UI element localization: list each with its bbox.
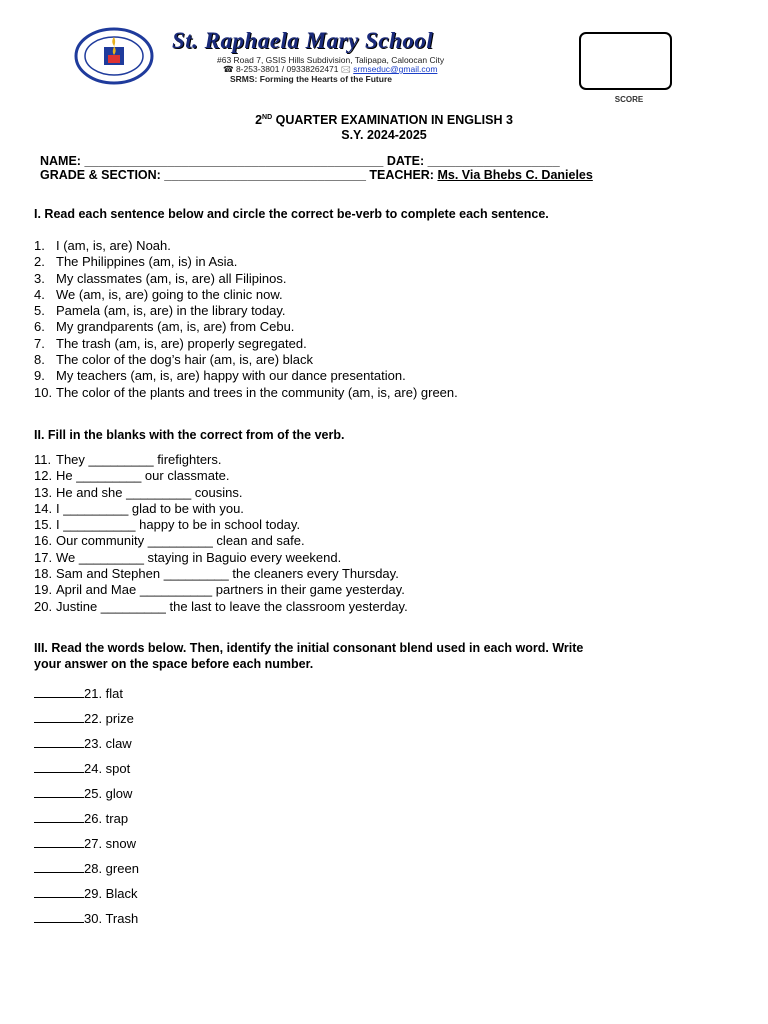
question-item (34, 582, 408, 598)
section3-list (34, 681, 139, 931)
question-text: I _________ glad to be with you. (56, 500, 244, 516)
blend-word: 22. prize (84, 711, 134, 726)
blend-item (34, 781, 139, 806)
school-email: srmseduc@gmail.com (353, 64, 438, 74)
question-number: 17. (34, 549, 53, 565)
section1-instruction: I. Read each sentence below and circle the correct be-verb to complete each sentence. (34, 207, 549, 221)
question-number: 13. (34, 484, 53, 500)
question-text: They _________ firefighters. (56, 452, 222, 467)
question-item (34, 303, 458, 319)
question-item (34, 468, 408, 484)
question-number: 19. (34, 582, 53, 598)
answer-blank[interactable] (34, 761, 84, 773)
name-date-field[interactable]: NAME: ___________________________________________ DATE: ___________________ (40, 154, 560, 168)
question-number: 9. (34, 368, 45, 384)
question-number: 3. (34, 270, 45, 286)
blend-item (34, 731, 139, 756)
answer-blank[interactable] (34, 786, 84, 798)
answer-blank[interactable] (34, 686, 84, 698)
question-text: I (am, is, are) Noah. (56, 238, 171, 253)
school-year: S.Y. 2024-2025 (341, 128, 427, 142)
question-item (34, 550, 408, 566)
section3-instruction-line2: your answer on the space before each number. (34, 657, 314, 671)
grade-section-label: GRADE & SECTION: _____________________________ TEACHER: (40, 168, 438, 182)
question-item (34, 485, 408, 501)
exam-title (0, 113, 768, 127)
school-motto: SRMS: Forming the Hearts of the Future (230, 74, 392, 84)
question-item (34, 254, 458, 270)
question-item (34, 501, 408, 517)
blend-item (34, 881, 139, 906)
blend-word: 25. glow (84, 786, 133, 801)
question-item (34, 287, 458, 303)
section2-instruction: II. Fill in the blanks with the correct from of the verb. (34, 428, 345, 442)
question-number: 16. (34, 533, 53, 549)
question-item (34, 452, 408, 468)
question-number: 1. (34, 238, 45, 253)
blend-word: 24. spot (84, 761, 131, 776)
teacher-name: Ms. Via Bhebs C. Danieles (437, 168, 593, 182)
question-number: 10. (34, 384, 53, 400)
question-item (34, 238, 458, 254)
question-text: April and Mae __________ partners in their game yesterday. (56, 582, 405, 598)
question-text: I __________ happy to be in school today. (56, 517, 301, 533)
score-box (579, 32, 672, 90)
question-text: Our community _________ clean and safe. (56, 533, 305, 549)
school-logo (74, 27, 154, 85)
blend-word: 23. claw (84, 736, 132, 751)
question-number: 14. (34, 500, 53, 516)
question-item (34, 533, 408, 549)
quarter-superscript: ND (262, 113, 273, 121)
school-name: St. Raphaela Mary School (172, 28, 434, 53)
question-number: 5. (34, 303, 45, 319)
exam-title-rest: QUARTER EXAMINATION IN ENGLISH 3 (272, 113, 513, 127)
question-item (34, 385, 458, 401)
blend-item (34, 831, 139, 856)
question-item (34, 368, 458, 384)
blend-item (34, 806, 139, 831)
blend-item (34, 681, 139, 706)
question-text: My teachers (am, is, are) happy with our dance presentation. (56, 368, 406, 384)
question-item (34, 336, 458, 352)
question-item (34, 319, 458, 335)
school-address: #63 Road 7, GSIS Hills Subdivision, Talipapa, Caloocan City (217, 55, 445, 65)
answer-blank[interactable] (34, 861, 84, 873)
question-text: My classmates (am, is, are) all Filipinos. (56, 270, 287, 286)
question-number: 15. (34, 517, 53, 533)
question-item (34, 352, 458, 368)
answer-blank[interactable] (34, 711, 84, 723)
question-number: 12. (34, 468, 53, 484)
answer-blank[interactable] (34, 736, 84, 748)
question-text: The color of the plants and trees in the community (am, is, are) green. (56, 384, 458, 400)
blend-word: 21. flat (84, 686, 124, 701)
blend-item (34, 856, 139, 881)
question-number: 2. (34, 254, 45, 270)
section3-instruction-line1: III. Read the words below. Then, identify the initial consonant blend used in each word. Write (34, 641, 584, 655)
question-text: Justine _________ the last to leave the classroom yesterday. (56, 598, 408, 614)
question-number: 7. (34, 335, 45, 351)
answer-blank[interactable] (34, 886, 84, 898)
section1-list (34, 238, 458, 401)
question-text: We _________ staying in Baguio every weekend. (56, 549, 342, 565)
question-number: 18. (34, 566, 53, 582)
answer-blank[interactable] (34, 911, 84, 923)
blend-item (34, 906, 139, 931)
question-text: Sam and Stephen _________ the cleaners every Thursday. (56, 566, 399, 582)
answer-blank[interactable] (34, 811, 84, 823)
question-text: The trash (am, is, are) properly segregated. (56, 335, 307, 351)
question-number: 6. (34, 319, 45, 335)
question-text: The Philippines (am, is) in Asia. (56, 254, 238, 270)
question-item (34, 566, 408, 582)
question-text: We (am, is, are) going to the clinic now. (56, 286, 283, 302)
question-number: 11. (34, 452, 52, 467)
question-item (34, 271, 458, 287)
school-phone: ☎ 8-253-3801 / 09338262471 🖂 (223, 64, 351, 74)
question-text: Pamela (am, is, are) in the library today. (56, 303, 286, 319)
blend-item (34, 756, 139, 781)
question-text: My grandparents (am, is, are) from Cebu. (56, 319, 295, 335)
blend-word: 26. trap (84, 811, 129, 826)
question-text: He _________ our classmate. (56, 468, 230, 484)
blend-word: 29. Black (84, 886, 138, 901)
question-number: 4. (34, 286, 45, 302)
blend-word: 27. snow (84, 836, 137, 851)
blend-item (34, 706, 139, 731)
question-number: 8. (34, 352, 45, 368)
section2-list (34, 452, 408, 615)
score-label: SCORE (614, 95, 644, 104)
answer-blank[interactable] (34, 836, 84, 848)
question-text: The color of the dog’s hair (am, is, are) black (56, 352, 313, 368)
blend-word: 28. green (84, 861, 139, 876)
question-text: He and she _________ cousins. (56, 484, 243, 500)
question-item (34, 517, 408, 533)
blend-word: 30. Trash (84, 911, 139, 926)
question-item (34, 599, 408, 615)
question-number: 20. (34, 598, 53, 614)
grade-teacher-field[interactable] (40, 168, 593, 182)
quarter-number: 2 (255, 113, 263, 127)
